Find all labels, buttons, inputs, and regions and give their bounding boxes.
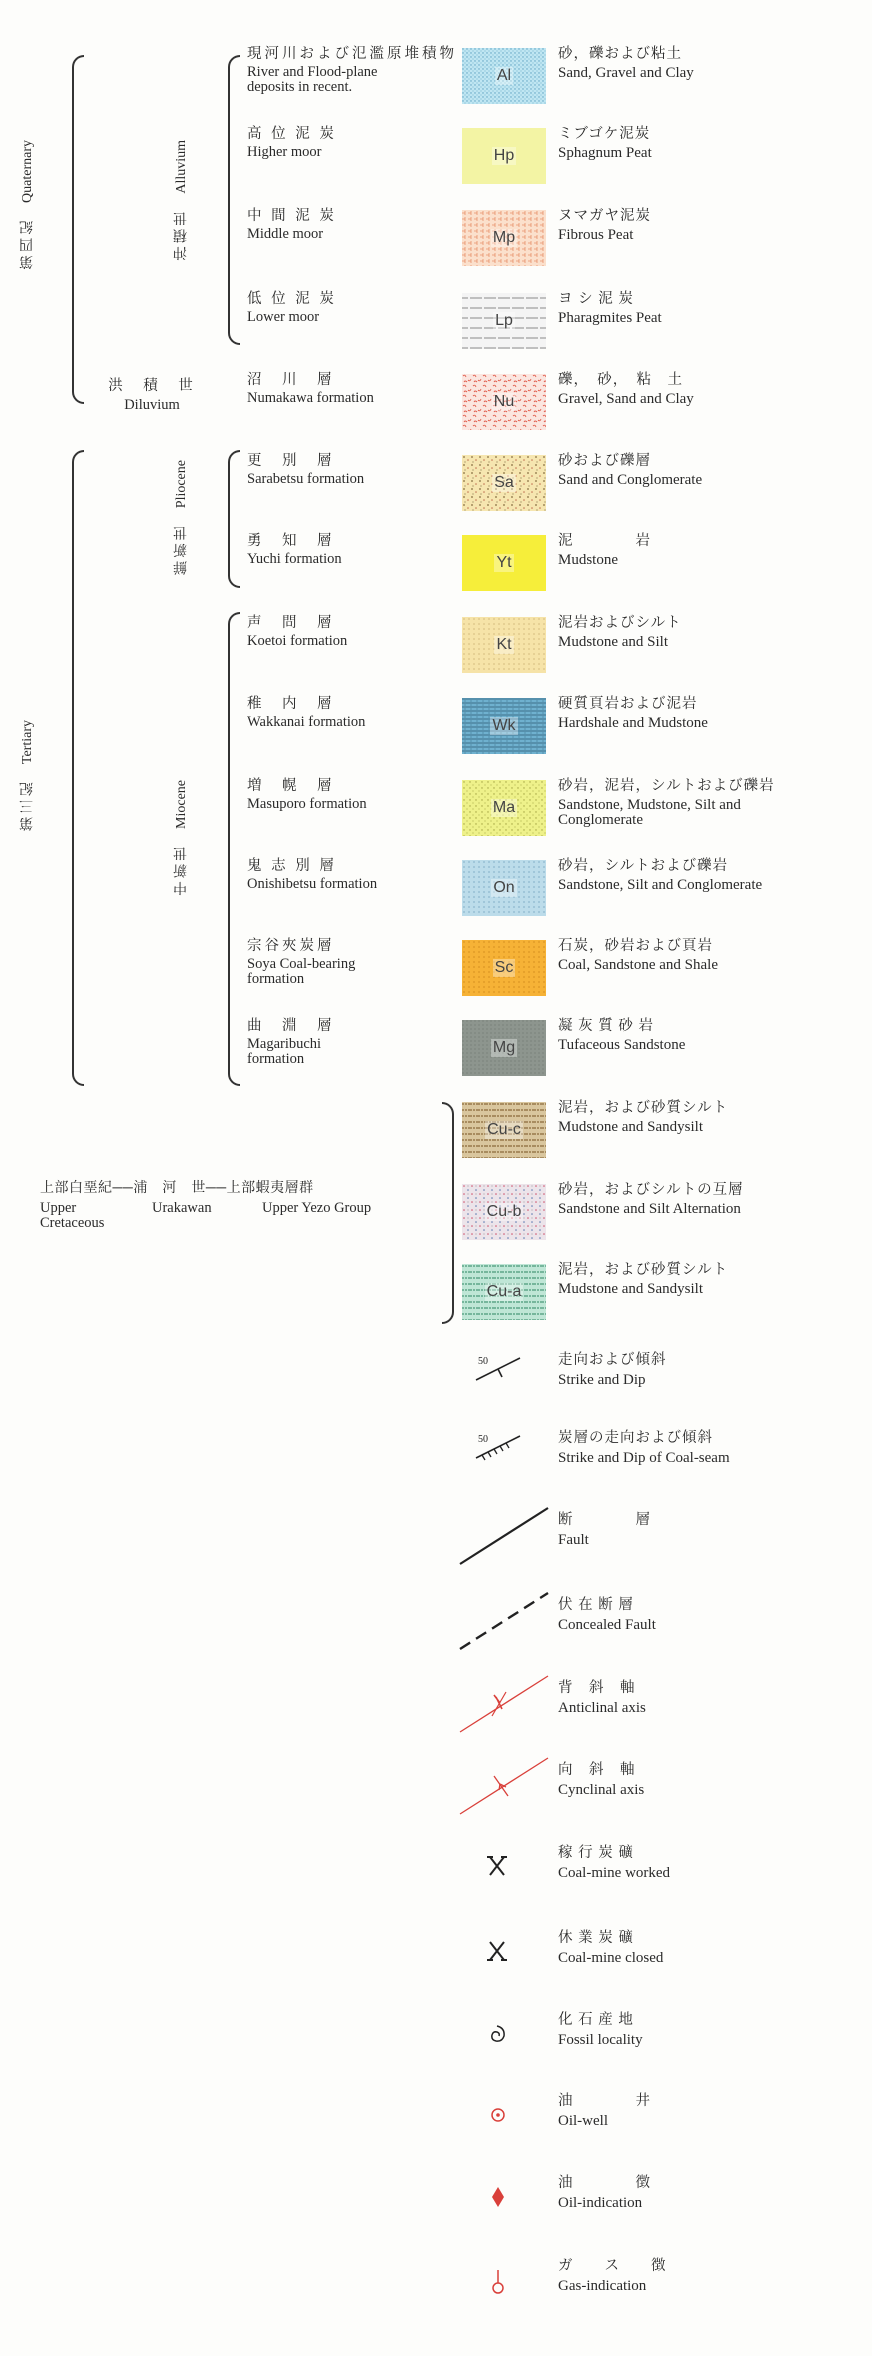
- unit-name: [247, 533, 462, 567]
- unit-lithology-jp: 砂岩，シルトおよび礫岩: [558, 858, 729, 874]
- unit-lithology-jp: 砂，礫および粘土: [558, 46, 682, 62]
- symbol-label-en: Strike and Dip of Coal-seam: [558, 1450, 730, 1466]
- cynclinal-axis-icon: [456, 1754, 552, 1818]
- alluvium-epoch-label: [172, 140, 192, 260]
- unit-name: [247, 291, 462, 325]
- unit-name-jp: 声 問 層: [247, 615, 335, 631]
- pliocene-jp: 鮮 新 世: [174, 525, 189, 575]
- symbol-label-en: Oil-well: [558, 2113, 608, 2129]
- unit-code: Al: [496, 67, 512, 84]
- unit-code: Nu: [493, 393, 515, 410]
- unit-lithology: [558, 1100, 868, 1135]
- quaternary-en: Quaternary: [20, 140, 35, 203]
- unit-name: [247, 938, 462, 987]
- unit-name-jp: 曲 淵 層: [247, 1018, 335, 1034]
- pliocene-epoch-label: [172, 460, 192, 575]
- unit-name-jp: 低 位 泥 炭: [247, 291, 337, 307]
- unit-lithology-jp: 砂岩，およびシルトの互層: [558, 1182, 744, 1198]
- unit-lithology-jp: 泥岩，および砂質シルト: [558, 1100, 729, 1116]
- unit-lithology-en: Sphagnum Peat: [558, 145, 652, 161]
- unit-name: [247, 778, 462, 812]
- anticlinal-axis-icon: [456, 1672, 552, 1736]
- symbol-label: [558, 1512, 858, 1548]
- unit-name-en: Sarabetsu formation: [247, 471, 365, 487]
- symbol-label-jp: 伏 在 断 層: [558, 1597, 634, 1613]
- unit-name: [247, 858, 462, 892]
- unit-swatch: [462, 780, 546, 836]
- cretaceous-label: [40, 1180, 440, 1231]
- concealed-fault-icon: [456, 1589, 552, 1653]
- pliocene-brace: [228, 450, 240, 588]
- unit-name-en: Soya Coal-bearing formation: [247, 956, 356, 987]
- unit-lithology-en: Sandstone and Silt Alternation: [558, 1201, 741, 1217]
- unit-lithology-jp: 砂および礫層: [558, 453, 651, 469]
- unit-name: [247, 208, 462, 242]
- tertiary-jp: 第 三 紀: [20, 781, 35, 831]
- unit-lithology-en: Sand, Gravel and Clay: [558, 65, 694, 81]
- unit-lithology: [558, 858, 868, 893]
- symbol-label-jp: 向 斜 軸: [558, 1762, 636, 1778]
- quaternary-jp: 第 四 紀: [20, 220, 35, 270]
- unit-code: Ma: [492, 799, 516, 816]
- unit-code: Kt: [496, 636, 512, 653]
- pliocene-en: Pliocene: [174, 460, 189, 509]
- unit-lithology: [558, 696, 868, 731]
- symbol-label: [558, 1930, 858, 1966]
- symbol-label-jp: 休 業 炭 礦: [558, 1930, 634, 1946]
- unit-lithology: [558, 46, 868, 81]
- diluvium-jp: 洪 積 世: [108, 378, 196, 394]
- symbol-label-jp: 断 層: [558, 1512, 651, 1528]
- symbol-label-en: Coal-mine closed: [558, 1950, 664, 1966]
- unit-swatch: [462, 1184, 546, 1240]
- alluvium-jp: 沖 積 世: [174, 211, 189, 261]
- unit-swatch: [462, 293, 546, 349]
- symbol-label-en: Fault: [558, 1532, 589, 1548]
- fault-icon: [456, 1504, 552, 1568]
- symbol-label-en: Gas-indication: [558, 2278, 647, 2294]
- unit-lithology-en: Sand and Conglomerate: [558, 472, 703, 488]
- tertiary-period-label: [18, 720, 38, 831]
- diluvium-en: Diluvium: [124, 397, 180, 413]
- unit-code: Mp: [492, 229, 516, 246]
- unit-name-en: River and Flood-plane deposits in recent.: [247, 64, 378, 95]
- oil-indication-icon: [456, 2167, 552, 2231]
- unit-lithology: [558, 291, 868, 326]
- unit-lithology-en: Gravel, Sand and Clay: [558, 391, 694, 407]
- unit-swatch: [462, 1020, 546, 1076]
- symbol-label-en: Fossil locality: [558, 2032, 643, 2048]
- unit-code: Wk: [492, 717, 516, 734]
- cretaceous-en-urakawan: Urakawan: [152, 1200, 212, 1216]
- unit-name-jp: 沼 川 層: [247, 372, 335, 388]
- symbol-label: [558, 1845, 858, 1881]
- symbol-label-jp: 油 徴: [558, 2175, 651, 2191]
- unit-lithology-jp: 礫， 砂， 粘 土: [558, 372, 683, 388]
- unit-swatch: [462, 698, 546, 754]
- unit-lithology-en: Mudstone: [558, 552, 618, 568]
- tertiary-brace: [72, 450, 84, 1086]
- symbol-label-en: Strike and Dip: [558, 1372, 646, 1388]
- miocene-jp: 中 新 世: [174, 846, 189, 896]
- symbol-label-en: Concealed Fault: [558, 1617, 656, 1633]
- unit-name: [247, 1018, 462, 1067]
- unit-code: Yt: [496, 554, 512, 571]
- unit-lithology-en: Fibrous Peat: [558, 227, 634, 243]
- oil-well-icon: [456, 2085, 552, 2149]
- unit-code: Sc: [494, 959, 514, 976]
- symbol-label-jp: 走向および傾斜: [558, 1352, 667, 1368]
- unit-lithology-jp: 石炭，砂岩および頁岩: [558, 938, 713, 954]
- unit-swatch: [462, 374, 546, 430]
- unit-name-jp: 稚 内 層: [247, 696, 335, 712]
- gas-indication-icon: [456, 2250, 552, 2314]
- unit-lithology-en: Coal, Sandstone and Shale: [558, 957, 718, 973]
- unit-lithology: [558, 126, 868, 161]
- unit-name: [247, 453, 462, 487]
- symbol-label: [558, 2175, 858, 2211]
- unit-lithology-en: Mudstone and Sandysilt: [558, 1119, 703, 1135]
- symbol-label-jp: 化 石 産 地: [558, 2012, 634, 2028]
- unit-lithology: [558, 1262, 868, 1297]
- unit-lithology-jp: 泥岩，および砂質シルト: [558, 1262, 729, 1278]
- unit-code: Cu-c: [487, 1121, 521, 1138]
- unit-swatch: [462, 535, 546, 591]
- unit-name: [247, 696, 462, 730]
- alluvium-brace: [228, 55, 240, 345]
- unit-swatch: [462, 1264, 546, 1320]
- unit-lithology-jp: ヨ シ 泥 炭: [558, 291, 634, 307]
- unit-lithology: [558, 615, 868, 650]
- unit-lithology-en: Sandstone, Silt and Conglomerate: [558, 877, 763, 893]
- unit-name-en: Koetoi formation: [247, 633, 348, 649]
- symbol-label: [558, 1597, 858, 1633]
- unit-lithology-jp: ヌマガヤ泥炭: [558, 208, 651, 224]
- symbol-label-jp: 炭層の走向および傾斜: [558, 1430, 713, 1446]
- unit-swatch: [462, 1102, 546, 1158]
- coal-mine-closed-icon: [456, 1922, 552, 1986]
- symbol-label-jp: 油 井: [558, 2093, 651, 2109]
- quaternary-brace: [72, 55, 84, 404]
- unit-name-jp: 現河川および氾濫原堆積物: [247, 46, 457, 62]
- unit-lithology: [558, 453, 868, 488]
- unit-lithology-en: Tufaceous Sandstone: [558, 1037, 686, 1053]
- unit-lithology-jp: 泥 岩: [558, 533, 651, 549]
- unit-lithology: [558, 372, 868, 407]
- unit-lithology: [558, 533, 868, 568]
- unit-name-en: Magaribuchi formation: [247, 1036, 322, 1067]
- symbol-label: [558, 2093, 858, 2129]
- unit-name: [247, 372, 462, 406]
- miocene-en: Miocene: [174, 780, 189, 829]
- symbol-label: [558, 1762, 858, 1798]
- unit-name-jp: 高 位 泥 炭: [247, 126, 337, 142]
- unit-lithology-jp: ミブゴケ泥炭: [558, 126, 651, 142]
- tertiary-en: Tertiary: [20, 720, 35, 765]
- diluvium-epoch-label: [92, 378, 212, 413]
- unit-name-en: Middle moor: [247, 226, 324, 242]
- unit-lithology-jp: 砂岩，泥岩，シルトおよび礫岩: [558, 778, 775, 794]
- unit-swatch: [462, 48, 546, 104]
- unit-code: Sa: [494, 474, 514, 491]
- unit-lithology-jp: 凝 灰 質 砂 岩: [558, 1018, 654, 1034]
- unit-name-jp: 鬼 志 別 層: [247, 858, 337, 874]
- symbol-label-jp: ガ ス 徴: [558, 2258, 667, 2274]
- quaternary-period-label: [18, 140, 38, 269]
- cretaceous-en-upper: Upper Cretaceous: [40, 1200, 105, 1231]
- symbol-label-jp: 背 斜 軸: [558, 1680, 636, 1696]
- unit-lithology-en: Hardshale and Mudstone: [558, 715, 708, 731]
- unit-name-en: Masuporo formation: [247, 796, 367, 812]
- unit-name-en: Higher moor: [247, 144, 322, 160]
- svg-text:50: 50: [478, 1434, 488, 1445]
- symbol-label: [558, 1680, 858, 1716]
- unit-name-jp: 勇 知 層: [247, 533, 335, 549]
- cretaceous-en-group: Upper Yezo Group: [262, 1200, 372, 1216]
- unit-swatch: [462, 860, 546, 916]
- unit-code: Lp: [495, 312, 513, 329]
- unit-lithology-en: Mudstone and Silt: [558, 634, 669, 650]
- symbol-label: [558, 2258, 858, 2294]
- unit-name-jp: 増 幌 層: [247, 778, 335, 794]
- unit-lithology-en: Pharagmites Peat: [558, 310, 662, 326]
- unit-name: [247, 126, 462, 160]
- unit-lithology: [558, 1182, 868, 1217]
- symbol-label-jp: 稼 行 炭 礦: [558, 1845, 634, 1861]
- unit-name-en: Numakawa formation: [247, 390, 374, 406]
- unit-name-en: Yuchi formation: [247, 551, 342, 567]
- symbol-label-en: Cynclinal axis: [558, 1782, 645, 1798]
- symbol-label-en: Coal-mine worked: [558, 1865, 671, 1881]
- unit-code: On: [493, 879, 515, 896]
- unit-name-jp: 宗谷夾炭層: [247, 938, 335, 954]
- unit-lithology: [558, 938, 868, 973]
- unit-name-en: Onishibetsu formation: [247, 876, 378, 892]
- symbol-label: [558, 1352, 858, 1388]
- unit-code: Cu-a: [486, 1283, 522, 1300]
- unit-name: [247, 46, 462, 95]
- unit-lithology-en: Mudstone and Sandysilt: [558, 1281, 703, 1297]
- unit-code: Hp: [493, 147, 515, 164]
- coal-strike-dip-icon: [456, 1422, 552, 1486]
- symbol-label: [558, 1430, 858, 1466]
- cretaceous-jp: 上部白堊紀──浦 河 世──上部蝦夷層群: [40, 1181, 314, 1196]
- unit-lithology: [558, 778, 868, 828]
- unit-lithology-jp: 硬質頁岩および泥岩: [558, 696, 698, 712]
- coal-mine-worked-icon: [456, 1837, 552, 1901]
- unit-lithology: [558, 208, 868, 243]
- cretaceous-brace: [442, 1102, 454, 1324]
- unit-swatch: [462, 128, 546, 184]
- unit-name-jp: 中 間 泥 炭: [247, 208, 337, 224]
- unit-swatch: [462, 210, 546, 266]
- unit-name-jp: 更 別 層: [247, 453, 335, 469]
- unit-swatch: [462, 940, 546, 996]
- miocene-brace: [228, 612, 240, 1086]
- unit-lithology: [558, 1018, 868, 1053]
- symbol-label-en: Anticlinal axis: [558, 1700, 646, 1716]
- unit-code: Cu-b: [486, 1203, 522, 1220]
- miocene-epoch-label: [172, 780, 192, 895]
- unit-name: [247, 615, 462, 649]
- symbol-label: [558, 2012, 858, 2048]
- unit-code: Mg: [492, 1039, 516, 1056]
- symbol-label-en: Oil-indication: [558, 2195, 643, 2211]
- unit-swatch: [462, 617, 546, 673]
- unit-lithology-jp: 泥岩およびシルト: [558, 615, 682, 631]
- alluvium-en: Alluvium: [174, 140, 189, 194]
- unit-swatch: [462, 455, 546, 511]
- unit-name-en: Wakkanai formation: [247, 714, 366, 730]
- unit-lithology-en: Sandstone, Mudstone, Silt and Conglomerate: [558, 797, 741, 828]
- strike-dip-icon: [456, 1344, 552, 1408]
- fossil-locality-icon: [456, 2004, 552, 2068]
- unit-name-en: Lower moor: [247, 309, 320, 325]
- svg-text:50: 50: [478, 1356, 488, 1367]
